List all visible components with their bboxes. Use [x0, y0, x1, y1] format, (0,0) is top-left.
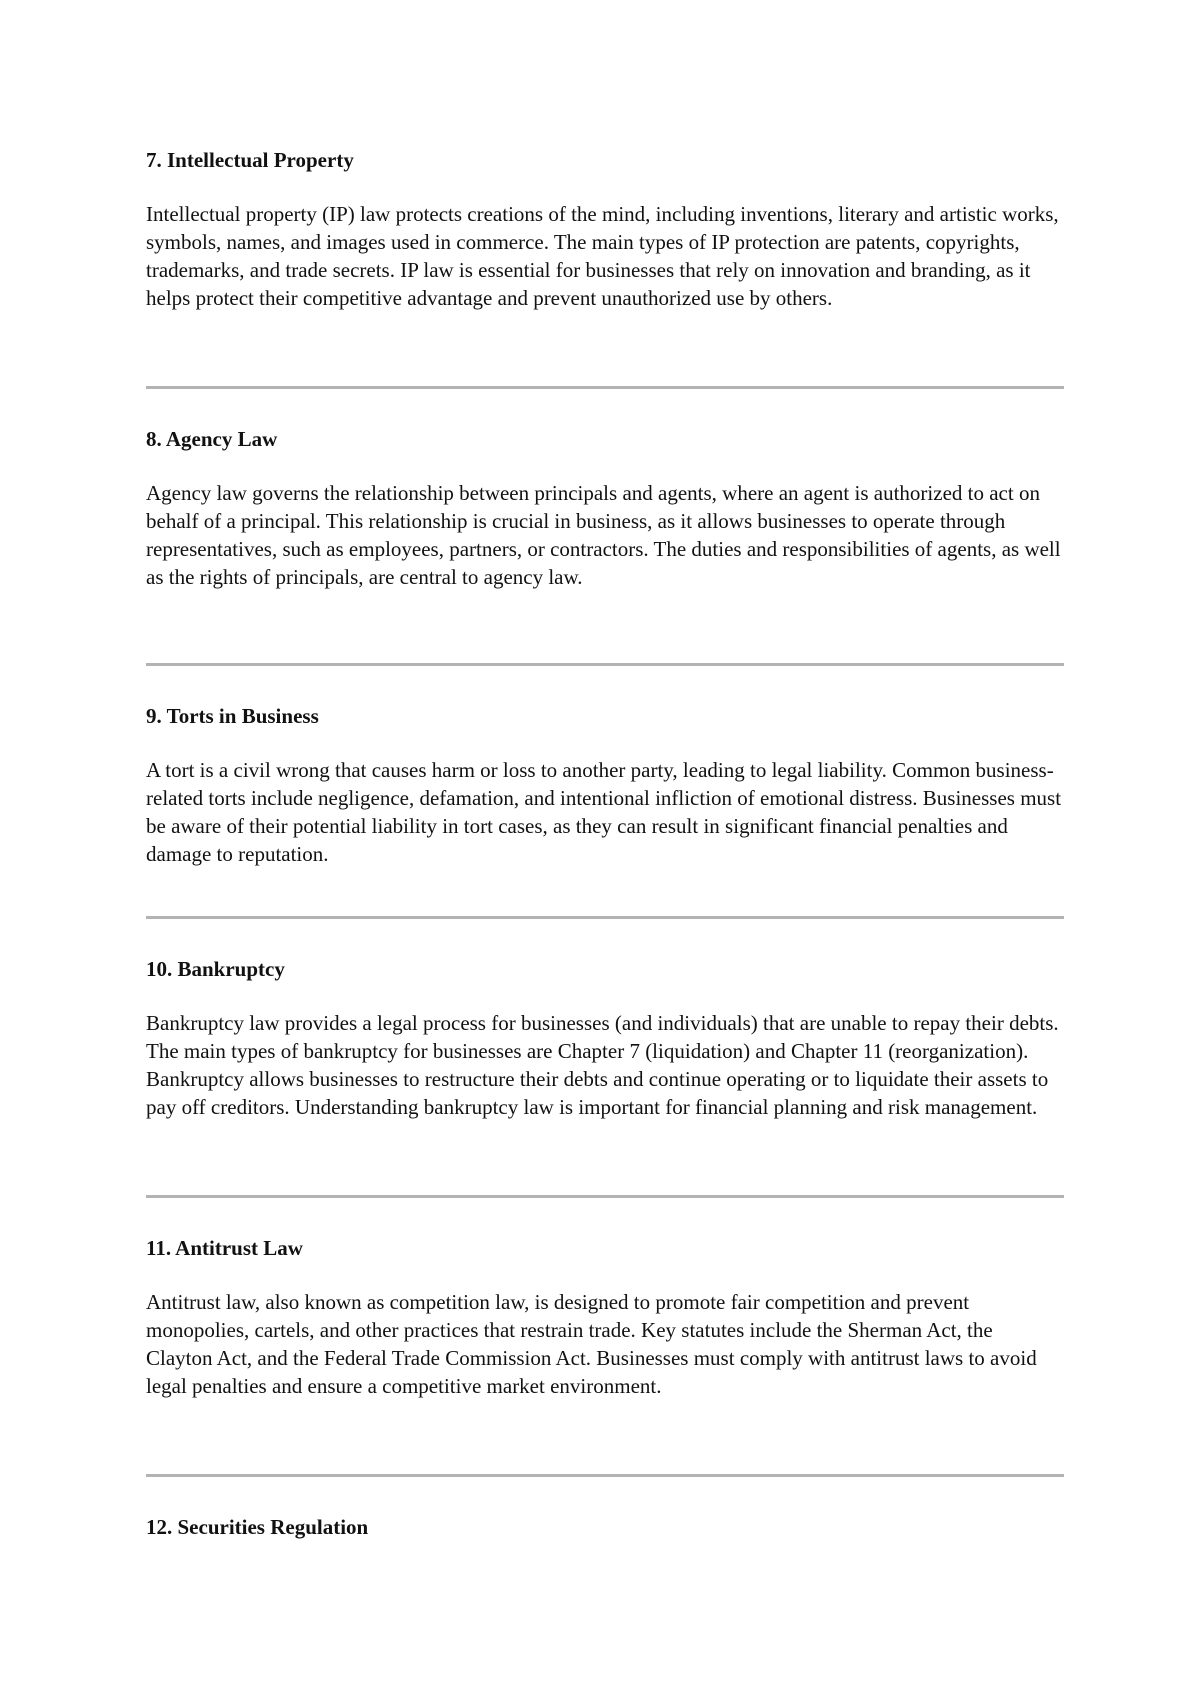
section-body: Antitrust law, also known as competition law, is designed to promote fair competition and prevent monopolies, cartels, and other practices that restrain trade. Key statutes include the Sherman Act, the Clayton Act, and the Federal Trade Commission Act. Businesses must comply with antitrust laws to avoid legal penalties and ensure a competitive market environment. — [146, 1290, 1037, 1398]
section-title: 9. Torts in Business — [146, 704, 319, 728]
section-title: 8. Agency Law — [146, 427, 278, 451]
section-body: Agency law governs the relationship between principals and agents, where an agent is authorized to act on behalf of a principal. This relationship is crucial in business, as it allows businesses to operate through representatives, such as employees, partners, or contractors. The duties and responsibilities of agents, as well as the rights of principals, are central to agency law. — [146, 481, 1061, 589]
section-divider — [146, 916, 1064, 919]
section-torts-in-business — [146, 702, 1064, 916]
section-body: Bankruptcy law provides a legal process for businesses (and individuals) that are unable to repay their debts. The main types of bankruptcy for businesses are Chapter 7 (liquidation) and Chapter 11 (reorganization). Bankruptcy allows businesses to restructure their debts and continue operating or to liquidate their assets to pay off creditors. Understanding bankruptcy law is important for financial planning and risk management. — [146, 1011, 1059, 1119]
section-body: Intellectual property (IP) law protects creations of the mind, including inventions, literary and artistic works, symbols, names, and images used in commerce. The main types of IP protection are patents, copyrights, trademarks, and trade secrets. IP law is essential for businesses that rely on innovation and branding, as it helps protect their competitive advantage and prevent unauthorized use by others. — [146, 202, 1059, 310]
section-body: A tort is a civil wrong that causes harm or loss to another party, leading to legal liability. Common business-related torts include negligence, defamation, and intentional infliction of emotional distress. Businesses must be aware of their potential liability in tort cases, as they can result in significant financial penalties and damage to reputation. — [146, 758, 1062, 866]
section-title: 7. Intellectual Property — [146, 148, 354, 172]
section-title: 12. Securities Regulation — [146, 1515, 369, 1539]
section-divider — [146, 1474, 1064, 1477]
section-agency-law — [146, 425, 1064, 663]
section-bankruptcy — [146, 955, 1064, 1195]
section-divider — [146, 386, 1064, 389]
section-title: 10. Bankruptcy — [146, 957, 285, 981]
section-title: 11. Antitrust Law — [146, 1236, 303, 1260]
document-page — [146, 146, 1064, 1541]
section-securities-regulation — [146, 1513, 1064, 1541]
section-antitrust-law — [146, 1234, 1064, 1474]
section-divider — [146, 663, 1064, 666]
section-intellectual-property — [146, 146, 1064, 386]
section-divider — [146, 1195, 1064, 1198]
